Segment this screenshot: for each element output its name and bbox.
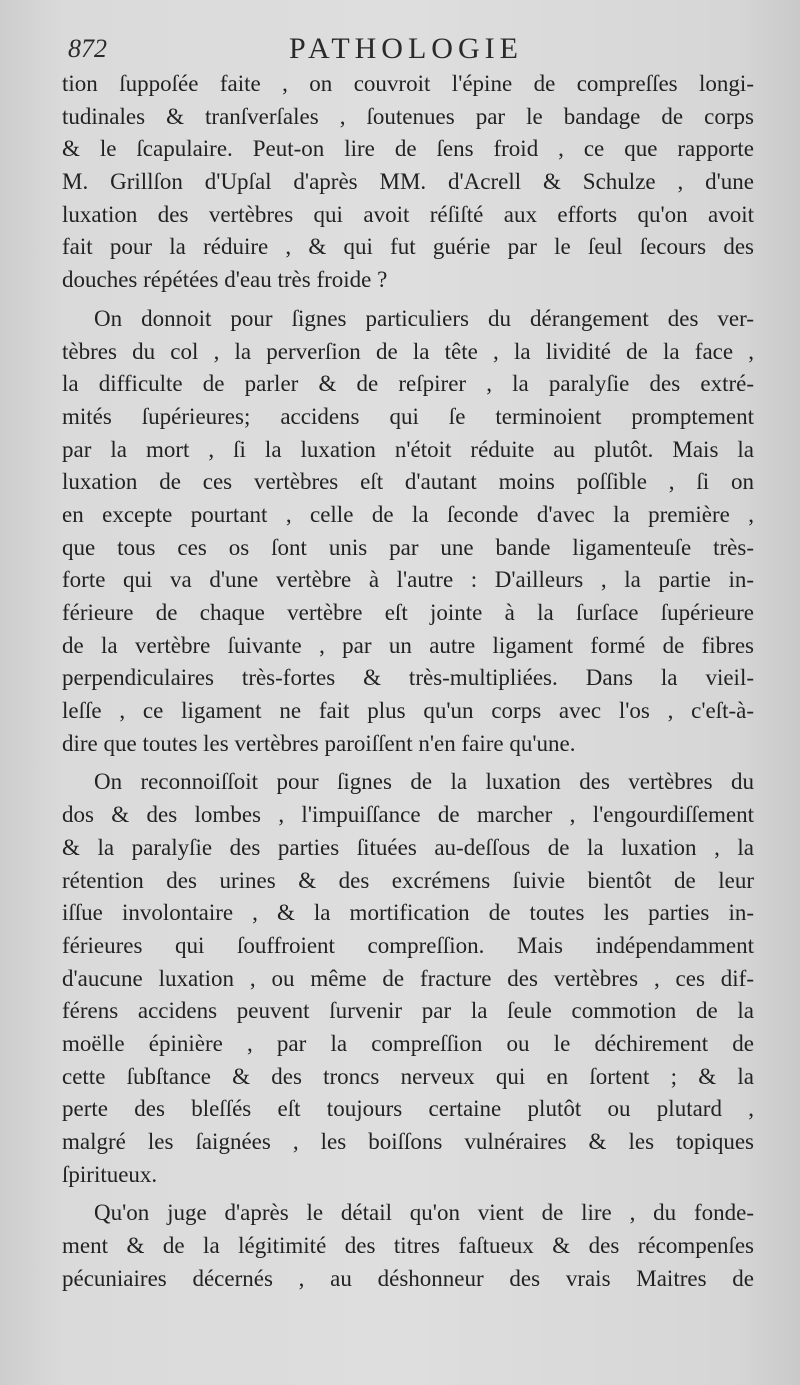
text-line: On reconnoiſſoit pour ſignes de la luxation des vertèbres du [94, 769, 754, 795]
text-line: par la mort , ſi la luxation n'étoit réduite au plutôt. Mais la [62, 436, 754, 462]
text-line: & la paralyſie des parties ſituées au-deſſous de la luxation , la [62, 834, 754, 860]
text-line: moëlle épinière , par la compreſſion ou le déchirement de [62, 1030, 754, 1056]
text-line: rétention des urines & des excrémens ſuivie bientôt de leur [62, 867, 754, 893]
text-line: On donnoit pour ſignes particuliers du dérangement des ver- [94, 305, 754, 331]
text-body [62, 68, 754, 1295]
text-line: pécuniaires décernés , au déshonneur des vrais Maitres de [62, 1265, 754, 1291]
text-line: férieure de chaque vertèbre eſt jointe à la ſurſace ſupérieure [62, 600, 754, 625]
text-line: dos & des lombes , l'impuiſſance de marcher , l'engourdiſſement [62, 802, 754, 828]
text-line: férieures qui ſouffroient compreſſion. Mais indépendamment [62, 932, 754, 958]
text-line: luxation des vertèbres qui avoit réſiſté aux efforts qu'on avoit [62, 201, 754, 227]
text-line: ſpiritueux. [62, 1161, 158, 1187]
paragraph-dorsal-signs [62, 766, 754, 1191]
paragraph-cervical-signs [62, 303, 754, 761]
text-line: perpendiculaires très-fortes & très-multipliées. Dans la vieil- [62, 665, 754, 691]
text-line: ment & de la légitimité des titres faſtueux & des récompenſes [62, 1233, 754, 1259]
text-line: iſſue involontaire , & la mortification de toutes les parties in- [62, 900, 754, 926]
text-line: cette ſubſtance & des troncs nerveux qui en ſortent ; & la [62, 1063, 754, 1089]
text-line: malgré les ſaignées , les boiſſons vulnéraires & les topiques [62, 1129, 754, 1154]
text-line: luxation de ces vertèbres eſt d'autant moins poſſible , ſi on [62, 469, 754, 495]
text-line: en excepte pourtant , celle de la ſeconde d'avec la première , [62, 501, 754, 527]
text-line: forte qui va d'une vertèbre à l'autre : D'ailleurs , la partie in- [62, 567, 754, 593]
text-line: Qu'on juge d'après le détail qu'on vient de lire , du fonde- [94, 1200, 754, 1226]
text-line: de la vertèbre ſuivante , par un autre ligament formé de fibres [62, 632, 754, 658]
running-title: PATHOLOGIE [289, 32, 523, 65]
text-line: M. Grillſon d'Upſal d'après MM. d'Acrell & Schulze , d'une [62, 169, 754, 195]
text-line: douches répétées d'eau très froide ? [62, 267, 388, 293]
paragraph-conclusion [62, 1197, 754, 1295]
text-line: férens accidens peuvent ſurvenir par la ſeule commotion de la [62, 998, 754, 1024]
page-number: 872 [68, 34, 107, 63]
text-line: tion ſuppoſée faite , on couvroit l'épine de compreſſes longi- [62, 71, 754, 96]
text-line: mités ſupérieures; accidens qui ſe terminoient promptement [62, 403, 754, 429]
text-line: perte des bleſſés eſt toujours certaine plutôt ou plutard , [62, 1096, 754, 1122]
text-line: leſſe , ce ligament ne fait plus qu'un corps avec l'os , c'eſt-à- [62, 698, 754, 724]
text-line: tudinales & tranſverſales , ſoutenues par le bandage de corps [62, 103, 754, 129]
paragraph-continuation [62, 68, 754, 297]
text-line: dire que toutes les vertèbres paroiſſent n'en faire qu'une. [62, 730, 576, 756]
text-line: tèbres du col , la perverſion de la tête , la lividité de la face , [62, 338, 754, 364]
text-line: & le ſcapulaire. Peut-on lire de ſens froid , ce que rapporte [62, 136, 754, 162]
text-line: fait pour la réduire , & qui fut guérie par le ſeul ſecours des [62, 234, 754, 260]
page-header [62, 30, 750, 70]
text-line: que tous ces os ſont unis par une bande ligamenteuſe très- [62, 534, 754, 560]
text-line: la difficulte de parler & de reſpirer , la paralyſie des extré- [62, 371, 754, 397]
text-line: d'aucune luxation , ou même de fracture des vertèbres , ces dif- [62, 965, 754, 991]
